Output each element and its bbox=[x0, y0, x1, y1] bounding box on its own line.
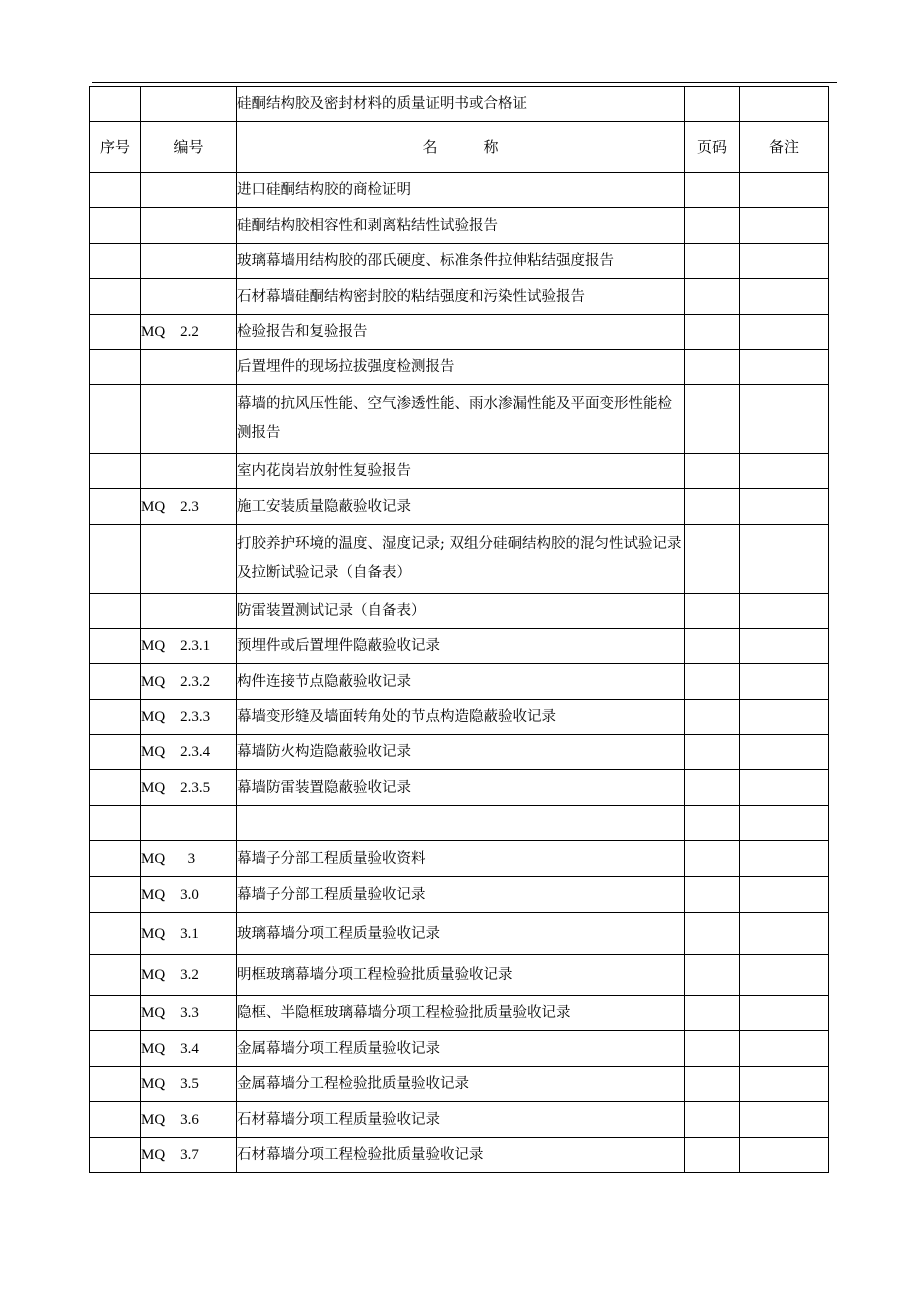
remark-cell bbox=[740, 489, 829, 525]
page-cell bbox=[685, 385, 740, 454]
page-cell bbox=[685, 1102, 740, 1138]
page-cell bbox=[685, 996, 740, 1031]
name-cell: 幕墙的抗风压性能、空气渗透性能、雨水渗漏性能及平面变形性能检测报告 bbox=[237, 385, 685, 454]
code-cell: MQ 2.3.1 bbox=[141, 629, 237, 664]
page-cell bbox=[685, 664, 740, 700]
name-cell: 幕墙子分部工程质量验收记录 bbox=[237, 877, 685, 913]
no-cell bbox=[90, 841, 141, 877]
no-cell bbox=[90, 594, 141, 629]
no-cell bbox=[90, 315, 141, 350]
table-row bbox=[90, 700, 829, 735]
remark-cell bbox=[740, 996, 829, 1031]
no-cell bbox=[90, 913, 141, 955]
table-row bbox=[90, 955, 829, 996]
name-cell: 打胶养护环境的温度、湿度记录; 双组分硅硐结构胶的混匀性试验记录及拉断试验记录（自备表） bbox=[237, 525, 685, 594]
page-cell bbox=[685, 770, 740, 806]
page-cell bbox=[685, 279, 740, 315]
page-cell bbox=[685, 877, 740, 913]
no-cell bbox=[90, 770, 141, 806]
code-cell bbox=[141, 244, 237, 279]
code-cell: MQ 2.3.2 bbox=[141, 664, 237, 700]
no-cell bbox=[90, 1102, 141, 1138]
remark-cell bbox=[740, 1031, 829, 1067]
code-cell: MQ 3.6 bbox=[141, 1102, 237, 1138]
remark-cell bbox=[740, 913, 829, 955]
no-cell bbox=[90, 173, 141, 208]
page-cell bbox=[685, 955, 740, 996]
table-row bbox=[90, 279, 829, 315]
code-cell: MQ 2.3.5 bbox=[141, 770, 237, 806]
no-cell bbox=[90, 700, 141, 735]
table-row bbox=[90, 208, 829, 244]
page-cell bbox=[685, 208, 740, 244]
code-cell bbox=[141, 279, 237, 315]
code-cell bbox=[141, 385, 237, 454]
table-row bbox=[90, 489, 829, 525]
table-row bbox=[90, 913, 829, 955]
remark-cell bbox=[740, 385, 829, 454]
table-row bbox=[90, 735, 829, 770]
remark-cell bbox=[740, 664, 829, 700]
remark-cell bbox=[740, 700, 829, 735]
no-cell bbox=[90, 955, 141, 996]
no-cell bbox=[90, 1031, 141, 1067]
page-cell bbox=[685, 629, 740, 664]
page-cell bbox=[685, 700, 740, 735]
remark-cell bbox=[740, 594, 829, 629]
remark-cell bbox=[740, 350, 829, 385]
code-cell bbox=[141, 350, 237, 385]
table-row bbox=[90, 629, 829, 664]
page-cell bbox=[685, 454, 740, 489]
remark-cell bbox=[740, 877, 829, 913]
no-cell bbox=[90, 996, 141, 1031]
name-cell: 幕墙变形缝及墙面转角处的节点构造隐蔽验收记录 bbox=[237, 700, 685, 735]
name-cell: 进口硅酮结构胶的商检证明 bbox=[237, 173, 685, 208]
page-cell bbox=[685, 1138, 740, 1173]
code-cell: MQ 2.2 bbox=[141, 315, 237, 350]
document-index-table bbox=[89, 86, 829, 1173]
no-cell bbox=[90, 806, 141, 841]
name-cell: 明框玻璃幕墙分项工程检验批质量验收记录 bbox=[237, 955, 685, 996]
page-cell bbox=[685, 173, 740, 208]
header-page: 页码 bbox=[685, 122, 740, 173]
page-cell bbox=[685, 806, 740, 841]
table-row bbox=[90, 1102, 829, 1138]
name-cell: 石材幕墙分项工程质量验收记录 bbox=[237, 1102, 685, 1138]
page-cell bbox=[685, 315, 740, 350]
header-code: 编号 bbox=[141, 122, 237, 173]
no-cell bbox=[90, 385, 141, 454]
header-name-left: 名 bbox=[422, 138, 438, 156]
header-name bbox=[237, 122, 685, 173]
rows-body bbox=[90, 173, 829, 1173]
name-cell: 金属幕墙分工程检验批质量验收记录 bbox=[237, 1067, 685, 1102]
no-cell bbox=[90, 629, 141, 664]
page-cell bbox=[685, 735, 740, 770]
table-row bbox=[90, 594, 829, 629]
no-cell bbox=[90, 208, 141, 244]
remark-cell bbox=[740, 1138, 829, 1173]
remark-cell bbox=[740, 806, 829, 841]
code-cell bbox=[141, 594, 237, 629]
name-cell: 后置埋件的现场拉拔强度检测报告 bbox=[237, 350, 685, 385]
code-cell bbox=[141, 454, 237, 489]
table-row bbox=[90, 1031, 829, 1067]
name-cell bbox=[237, 806, 685, 841]
name-cell: 硅酮结构胶相容性和剥离粘结性试验报告 bbox=[237, 208, 685, 244]
table-row bbox=[90, 454, 829, 489]
table-row bbox=[90, 350, 829, 385]
table-row bbox=[90, 806, 829, 841]
table-row bbox=[90, 841, 829, 877]
no-cell bbox=[90, 525, 141, 594]
remark-cell bbox=[740, 955, 829, 996]
code-cell bbox=[141, 525, 237, 594]
page-cell bbox=[685, 244, 740, 279]
code-cell: MQ 3.3 bbox=[141, 996, 237, 1031]
table-row bbox=[90, 173, 829, 208]
name-cell: 构件连接节点隐蔽验收记录 bbox=[237, 664, 685, 700]
remark-cell bbox=[740, 173, 829, 208]
code-cell: MQ 3.1 bbox=[141, 913, 237, 955]
name-cell: 石材幕墙分项工程检验批质量验收记录 bbox=[237, 1138, 685, 1173]
name-cell: 隐框、半隐框玻璃幕墙分项工程检验批质量验收记录 bbox=[237, 996, 685, 1031]
remark-cell bbox=[740, 244, 829, 279]
no-cell bbox=[90, 877, 141, 913]
code-cell: MQ 3.4 bbox=[141, 1031, 237, 1067]
table-row bbox=[90, 770, 829, 806]
top-rule bbox=[92, 82, 837, 83]
code-cell: MQ 3.2 bbox=[141, 955, 237, 996]
code-cell: MQ 3 bbox=[141, 841, 237, 877]
remark-cell bbox=[740, 279, 829, 315]
no-cell bbox=[90, 1138, 141, 1173]
no-cell bbox=[90, 244, 141, 279]
code-cell bbox=[141, 208, 237, 244]
name-cell: 硅酮结构胶及密封材料的质量证明书或合格证 bbox=[237, 87, 685, 122]
table-row bbox=[90, 385, 829, 454]
no-cell bbox=[90, 1067, 141, 1102]
header-row bbox=[90, 122, 829, 173]
remark-cell bbox=[740, 208, 829, 244]
table-row bbox=[90, 877, 829, 913]
name-cell: 施工安装质量隐蔽验收记录 bbox=[237, 489, 685, 525]
name-cell: 金属幕墙分项工程质量验收记录 bbox=[237, 1031, 685, 1067]
code-cell: MQ 3.7 bbox=[141, 1138, 237, 1173]
page-cell bbox=[685, 913, 740, 955]
name-cell: 玻璃幕墙用结构胶的邵氏硬度、标准条件拉伸粘结强度报告 bbox=[237, 244, 685, 279]
remark-cell bbox=[740, 629, 829, 664]
code-cell: MQ 3.5 bbox=[141, 1067, 237, 1102]
name-cell: 石材幕墙硅酮结构密封胶的粘结强度和污染性试验报告 bbox=[237, 279, 685, 315]
code-cell: MQ 3.0 bbox=[141, 877, 237, 913]
name-cell: 玻璃幕墙分项工程质量验收记录 bbox=[237, 913, 685, 955]
header-no: 序号 bbox=[90, 122, 141, 173]
name-cell: 幕墙子分部工程质量验收资料 bbox=[237, 841, 685, 877]
no-cell bbox=[90, 664, 141, 700]
no-cell bbox=[90, 279, 141, 315]
remark-cell bbox=[740, 1067, 829, 1102]
no-cell bbox=[90, 87, 141, 122]
remark-cell bbox=[740, 454, 829, 489]
code-cell: MQ 2.3 bbox=[141, 489, 237, 525]
page-cell bbox=[685, 841, 740, 877]
no-cell bbox=[90, 350, 141, 385]
code-cell bbox=[141, 173, 237, 208]
no-cell bbox=[90, 454, 141, 489]
table-row bbox=[90, 1067, 829, 1102]
remark-cell bbox=[740, 735, 829, 770]
code-cell bbox=[141, 806, 237, 841]
table-row bbox=[90, 244, 829, 279]
page-cell bbox=[685, 350, 740, 385]
remark-cell bbox=[740, 770, 829, 806]
name-cell: 预埋件或后置埋件隐蔽验收记录 bbox=[237, 629, 685, 664]
page-cell bbox=[685, 525, 740, 594]
page-cell bbox=[685, 489, 740, 525]
name-cell: 幕墙防火构造隐蔽验收记录 bbox=[237, 735, 685, 770]
remark-cell bbox=[740, 525, 829, 594]
page-cell bbox=[685, 1031, 740, 1067]
remark-cell bbox=[740, 87, 829, 122]
table-row bbox=[90, 87, 829, 122]
page-cell bbox=[685, 1067, 740, 1102]
remark-cell bbox=[740, 315, 829, 350]
remark-cell bbox=[740, 841, 829, 877]
header-remark: 备注 bbox=[740, 122, 829, 173]
name-cell: 幕墙防雷装置隐蔽验收记录 bbox=[237, 770, 685, 806]
header-name-right: 称 bbox=[483, 138, 499, 156]
table-row bbox=[90, 664, 829, 700]
code-cell bbox=[141, 87, 237, 122]
table-row bbox=[90, 1138, 829, 1173]
table-row bbox=[90, 315, 829, 350]
no-cell bbox=[90, 489, 141, 525]
code-cell: MQ 2.3.4 bbox=[141, 735, 237, 770]
page-cell bbox=[685, 87, 740, 122]
name-cell: 检验报告和复验报告 bbox=[237, 315, 685, 350]
page-cell bbox=[685, 594, 740, 629]
code-cell: MQ 2.3.3 bbox=[141, 700, 237, 735]
name-cell: 室内花岗岩放射性复验报告 bbox=[237, 454, 685, 489]
table-row bbox=[90, 525, 829, 594]
table-row bbox=[90, 996, 829, 1031]
no-cell bbox=[90, 735, 141, 770]
name-cell: 防雷装置测试记录（自备表） bbox=[237, 594, 685, 629]
remark-cell bbox=[740, 1102, 829, 1138]
